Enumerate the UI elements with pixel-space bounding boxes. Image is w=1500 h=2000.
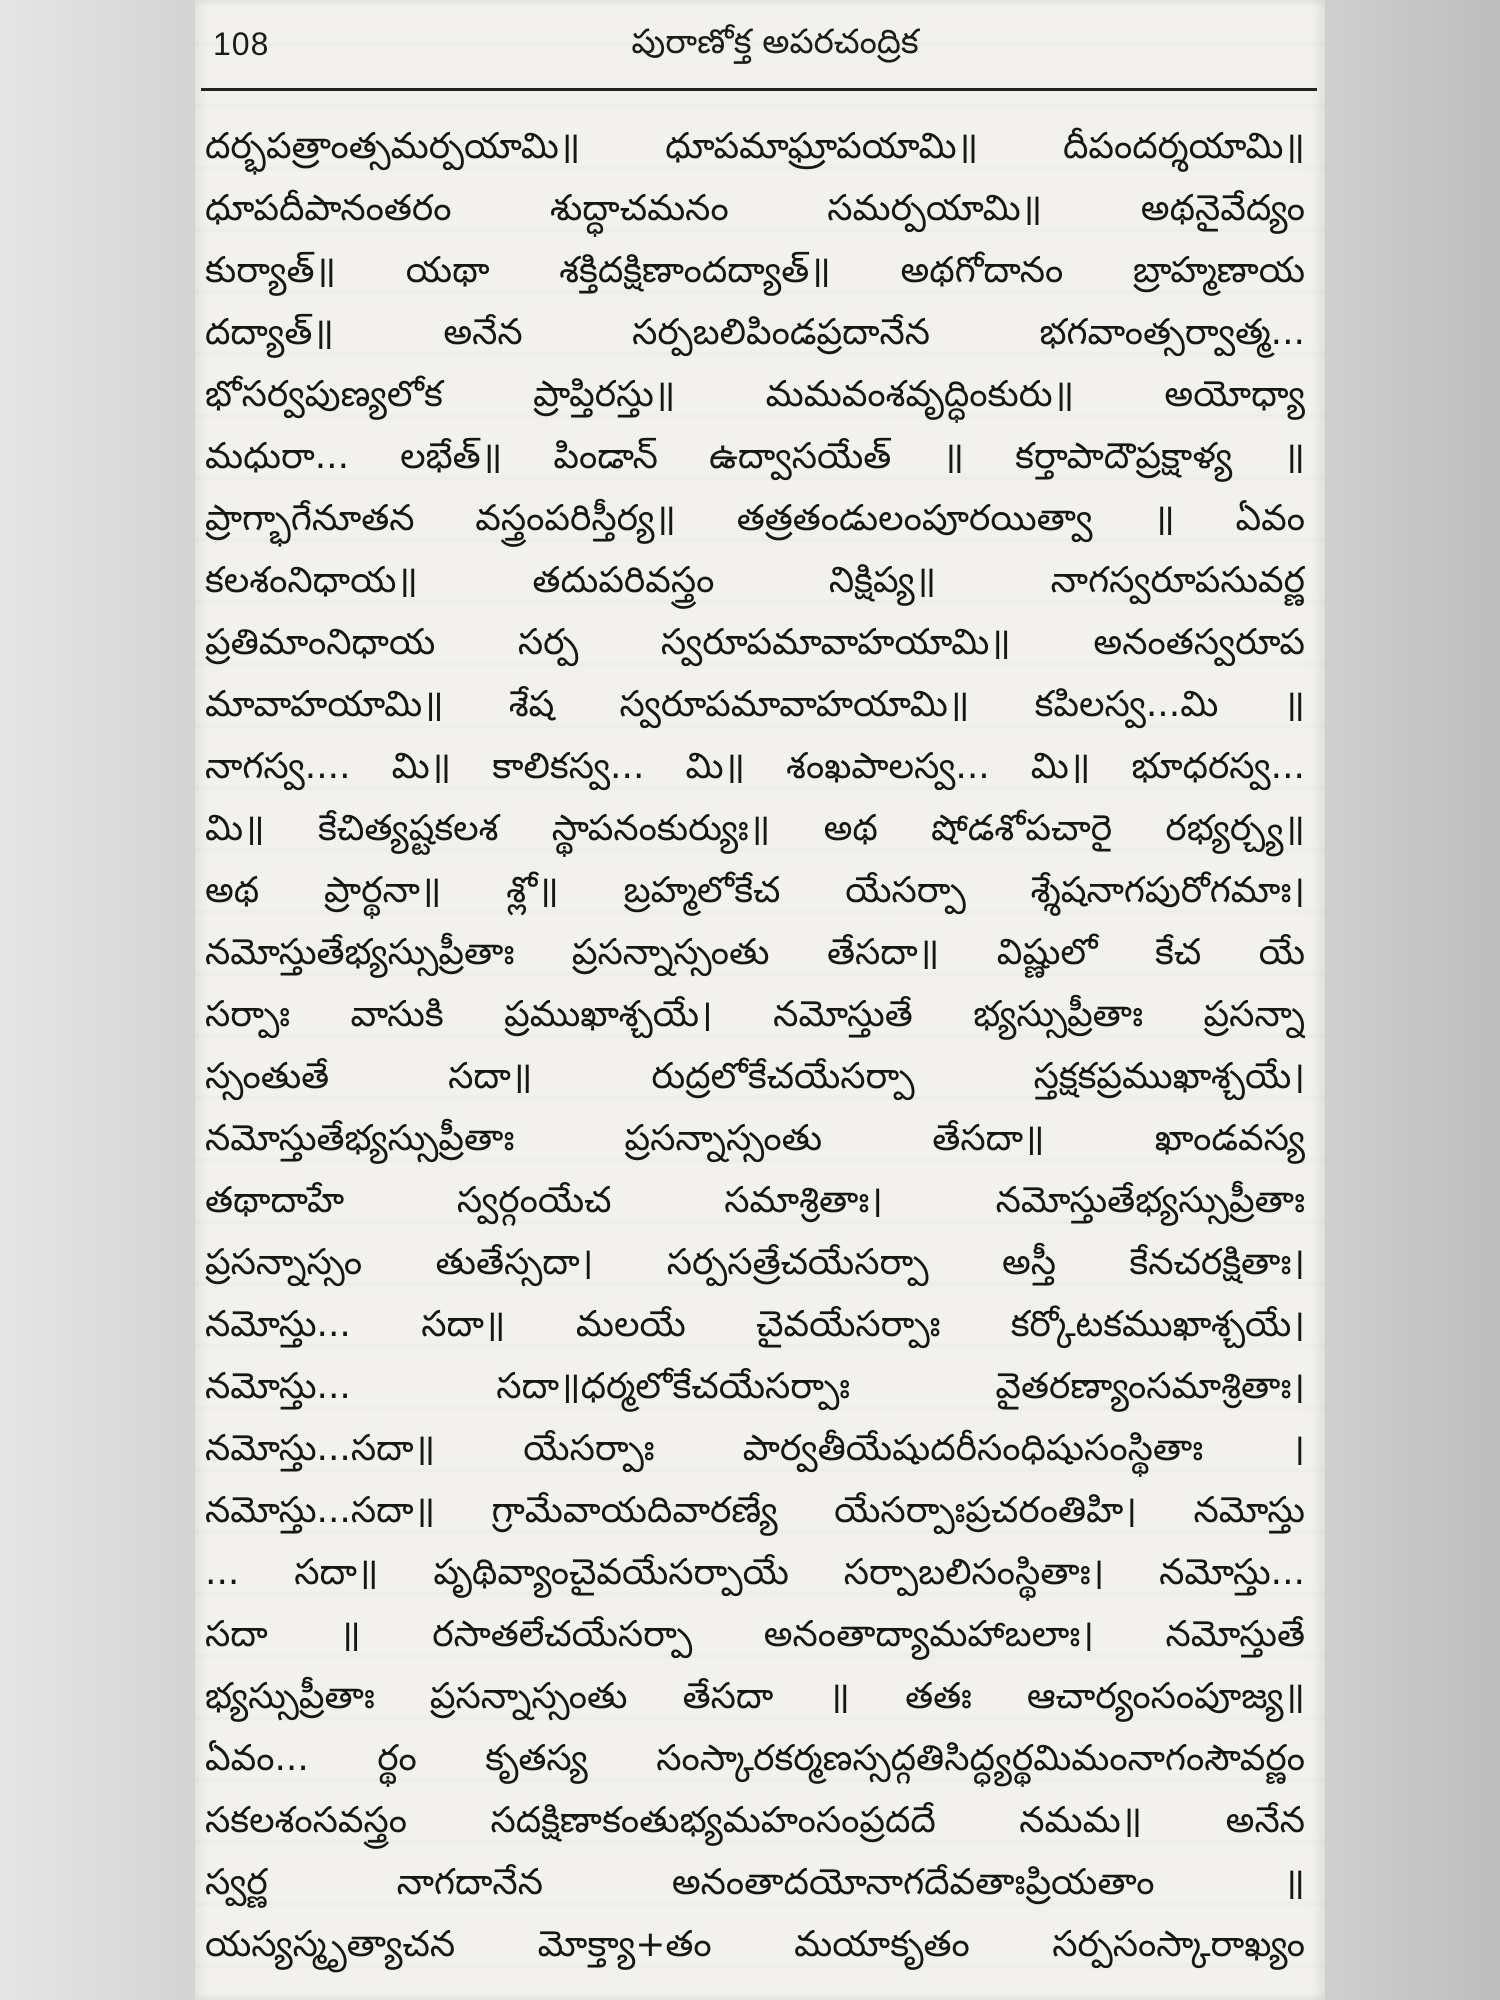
text-line: నమోస్తుతేభ్యస్సుప్రీతాః ప్రసన్నాస్సంతు తేసదా॥ ఖాండవస్య bbox=[205, 1118, 1305, 1159]
text-line: మధురా... లభేత్॥ పిండాన్ ఉద్వాసయేత్ ॥ కర్తాపాదౌప్రక్షాళ్య ॥ bbox=[205, 436, 1305, 477]
text-line: మావాహయామి॥ శేష స్వరూపమావాహయామి॥ కపిలస్వ...మి ॥ bbox=[205, 684, 1305, 725]
text-line: సకలశంసవస్త్రం సదక్షిణాకంతుభ్యమహంసంప్రదదే నమమ॥ అనేన bbox=[205, 1800, 1305, 1841]
text-line: నమోస్తు...సదా॥ గ్రామేవాయదివారణ్యే యేసర్పాఃప్రచరంతిహి। నమోస్తు bbox=[205, 1490, 1305, 1531]
text-line: కుర్యాత్॥ యథా శక్తిదక్షిణాందద్యాత్॥ అథగోదానం బ్రాహ్మణాయ bbox=[205, 250, 1305, 291]
running-title: పురాణోక్త అపరచంద్రిక bbox=[631, 22, 919, 62]
text-line: మి॥ కేచిత్యష్టకలశ స్థాపనంకుర్యుః॥ అథ షోడశోపచారై రభ్యర్చ్య॥ bbox=[205, 808, 1305, 849]
text-line: స్సంతుతే సదా॥ రుద్రలోకేచయేసర్పా స్తక్షకప్రముఖాశ్చయే। bbox=[205, 1056, 1305, 1097]
text-line: భ్యస్సుప్రీతాః ప్రసన్నాస్సంతు తేసదా ॥ తతః ఆచార్యంసంపూజ్య॥ bbox=[205, 1676, 1305, 1717]
text-line: నమోస్తు...సదా॥ యేసర్పాః పార్వతీయేషుదరీసంధిషుసంస్థితాః । bbox=[205, 1428, 1305, 1469]
text-line: నమోస్తుతేభ్యస్సుప్రీతాః ప్రసన్నాస్సంతు తేసదా॥ విష్ణులో కేచ యే bbox=[205, 932, 1305, 973]
text-line: ప్రతిమాంనిధాయ సర్ప స్వరూపమావాహయామి॥ అనంతస్వరూప bbox=[205, 622, 1305, 663]
text-line: తథాదాహే స్వర్గంయేచ సమాశ్రితాః। నమోస్తుతేభ్యస్సుప్రీతాః bbox=[205, 1180, 1305, 1221]
text-line: భోసర్వపుణ్యలోక ప్రాప్తిరస్తు॥ మమవంశవృద్ధింకురు॥ అయోధ్యా bbox=[205, 374, 1305, 415]
text-line: యస్యస్మృత్యాచన మోక్త్యా+తం మయాకృతం సర్పసంస్కారాఖ్యం bbox=[205, 1924, 1305, 1965]
text-line: సదా ॥ రసాతలేచయేసర్పా అనంతాద్యామహాబలాః। నమోస్తుతే bbox=[205, 1614, 1305, 1655]
book-page bbox=[195, 0, 1325, 2000]
text-line: నమోస్తు... సదా॥ మలయే చైవయేసర్పాః కర్కోటకముఖాశ్చయే। bbox=[205, 1304, 1305, 1345]
text-line: ప్రసన్నాస్సం తుతేస్సదా। సర్పసత్రేచయేసర్పా అస్తీ కేనచరక్షితాః। bbox=[205, 1242, 1305, 1283]
text-line: కలశంనిధాయ॥ తదుపరివస్త్రం నిక్షిప్య॥ నాగస్వరూపసువర్ణ bbox=[205, 560, 1305, 601]
text-line: ఏవం... ర్థం కృతస్య సంస్కారకర్మణస్సద్గతిసిద్ధ్యర్థమిమంనాగంసౌవర్ణం bbox=[205, 1738, 1305, 1779]
body-text bbox=[205, 116, 1305, 1976]
text-line: నాగస్వ.... మి॥ కాలికస్వ... మి॥ శంఖపాలస్వ... మి॥ భూధరస్వ... bbox=[205, 746, 1305, 787]
text-line: స్వర్ణ నాగదానేన అనంతాదయోనాగదేవతాఃప్రియతాం ॥ bbox=[205, 1862, 1305, 1903]
text-line: ప్రాగ్భాగేనూతన వస్త్రంపరిస్తీర్య॥ తత్రతండులంపూరయిత్వా ॥ ఏవం bbox=[205, 498, 1305, 539]
text-line: దద్యాత్॥ అనేన సర్పబలిపిండప్రదానేన భగవాంత్సర్వాత్మ... bbox=[205, 312, 1305, 353]
text-line: నమోస్తు... సదా॥ధర్మలోకేచయేసర్పాః వైతరణ్యాంసమాశ్రితాః। bbox=[205, 1366, 1305, 1407]
text-line: అథ ప్రార్థనా॥ శ్లో॥ బ్రహ్మలోకేచ యేసర్పా శ్శేషనాగపురోగమాః। bbox=[205, 870, 1305, 911]
text-line: ధూపదీపానంతరం శుద్ధాచమనం సమర్పయామి॥ అథనైవేద్యం bbox=[205, 188, 1305, 229]
page-number: 108 bbox=[213, 26, 270, 62]
text-line: సర్పాః వాసుకి ప్రముఖాశ్చయే। నమోస్తుతే భ్యస్సుప్రీతాః ప్రసన్నా bbox=[205, 994, 1305, 1035]
text-line: దర్భపత్రాంత్సమర్పయామి॥ ధూపమాఘ్రాపయామి॥ దీపందర్శయామి॥ bbox=[205, 126, 1305, 167]
text-line: ... సదా॥ పృథివ్యాంచైవయేసర్పాయే సర్పాబలిసంస్థితాః। నమోస్తు... bbox=[205, 1552, 1305, 1593]
header-rule bbox=[201, 88, 1317, 91]
